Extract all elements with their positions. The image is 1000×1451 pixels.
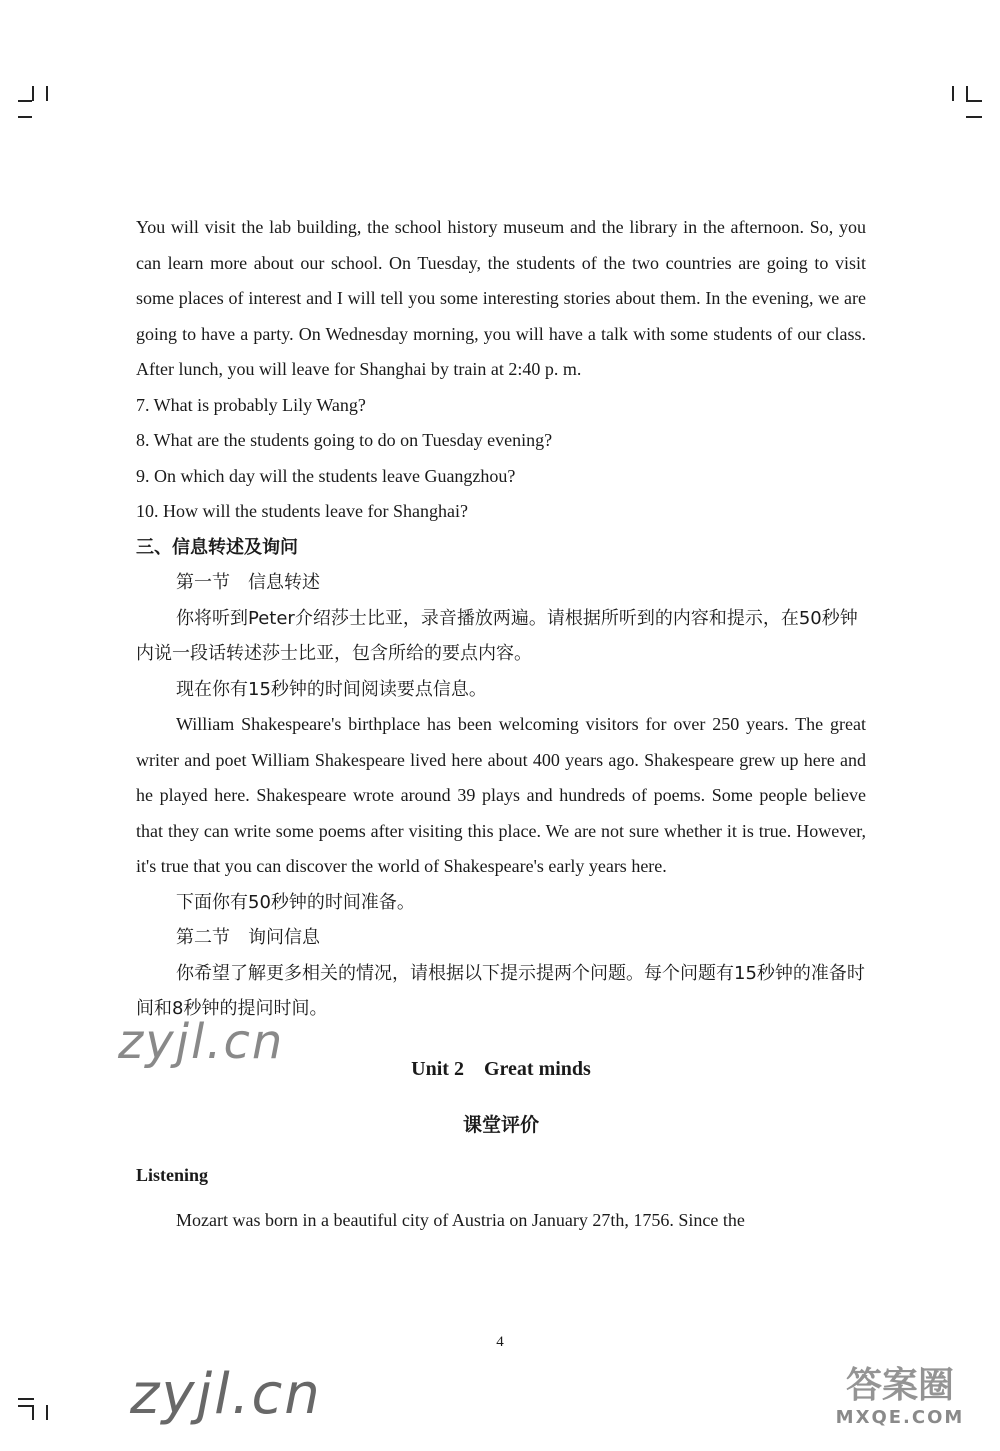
question-7: 7. What is probably Lily Wang? — [136, 394, 366, 415]
watermark-corner — [820, 1365, 980, 1428]
crop-mark-top-right-h2 — [966, 116, 982, 118]
crop-mark-bottom-left-v1 — [32, 1405, 34, 1420]
part-2-title: 第二节 询问信息 — [176, 927, 320, 948]
crop-mark-bottom-left-v2 — [46, 1405, 48, 1420]
watermark-corner-logo: 答案圈 — [845, 1365, 954, 1406]
unit-subtitle: 课堂评价 — [462, 1113, 539, 1136]
page-content — [136, 210, 866, 1238]
watermark-bottom: zyjl.cn — [130, 1362, 322, 1427]
question-8: 8. What are the students going to do on Tuesday evening? — [136, 430, 553, 450]
mozart-passage: Mozart was born in a beautiful city of Austria on January 27th, 1756. Since the — [176, 1209, 745, 1230]
crop-mark-top-left-h — [18, 100, 32, 102]
crop-mark-top-left-h2 — [18, 116, 32, 118]
crop-mark-top-right-v2 — [966, 86, 968, 101]
crop-mark-top-left-v2 — [46, 86, 48, 101]
listening-label: Listening — [136, 1164, 209, 1185]
instruction-3: 你希望了解更多相关的情况，请根据以下提示提两个问题。每个问题有15秒钟的准备时间和8秒钟的提问时间。 — [136, 962, 865, 1019]
part-1-title: 第一节 信息转述 — [176, 572, 320, 593]
page-number: 4 — [496, 1334, 504, 1350]
instruction-1: 你将听到Peter介绍莎士比亚，录音播放两遍。请根据所听到的内容和提示，在50秒钟内说一段话转述莎士比亚，包含所给的要点内容。 — [136, 607, 858, 664]
crop-mark-top-left-v1 — [32, 86, 34, 101]
crop-mark-top-right-v1 — [952, 86, 954, 101]
crop-mark-bottom-left-h2 — [18, 1405, 32, 1407]
instruction-2: 现在你有15秒钟的时间阅读要点信息。 — [176, 678, 487, 700]
shakespeare-passage: William Shakespeare's birthplace has been welcoming visitors for over 250 years. The great writer and poet William Shakespeare lived here about 400 years ago. Shakespeare grew up here and he played here. Shakespeare wrote around 39 plays and hundreds of poems. Some people believe that they can write some poems after visiting this place. We are not sure whether it is true. However, it's true that you can discover the world of Shakespeare's early years here. — [136, 714, 866, 876]
question-10: 10. How will the students leave for Shanghai? — [136, 501, 468, 521]
watermark-mid: zyjl.cn — [118, 1014, 285, 1070]
crop-mark-bottom-left-h — [18, 1398, 34, 1400]
prep-time: 下面你有50秒钟的时间准备。 — [176, 891, 415, 913]
question-9: 9. On which day will the students leave Guangzhou? — [136, 465, 516, 486]
crop-mark-top-right-h — [966, 100, 982, 102]
unit-title: Unit 2 Great minds — [411, 1057, 591, 1080]
watermark-corner-url: MXQE.COM — [835, 1407, 965, 1428]
passage-top: You will visit the lab building, the school history museum and the library in the afternoon. So, you can learn more about our school. On Tuesday, the students of the two countries are going to visit some places of interest and I will tell you some interesting stories about them. In the evening, we are going to have a party. On Wednesday morning, you will have a talk with some students of our class. After lunch, you will leave for Shanghai by train at 2:40 p. m. — [136, 217, 866, 379]
section-3-title: 三、信息转述及询问 — [136, 536, 298, 558]
